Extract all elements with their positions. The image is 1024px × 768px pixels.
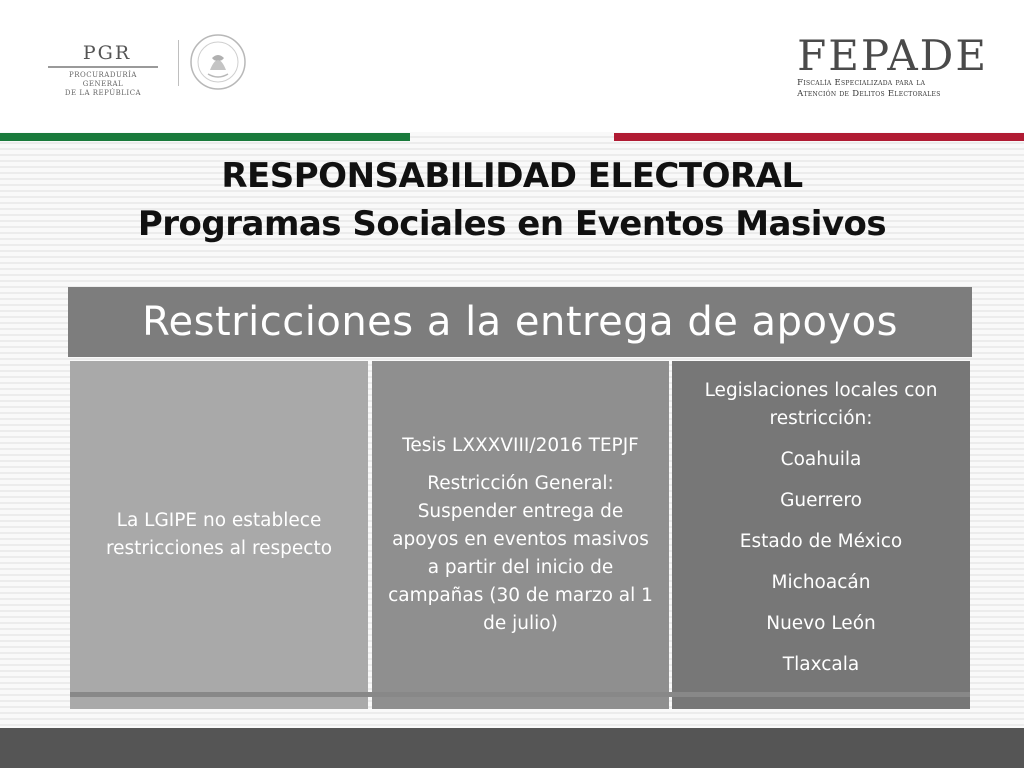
fepade-subtitle-line2: Atención de Delitos Electorales bbox=[797, 89, 941, 99]
state-item: Michoacán bbox=[771, 572, 871, 593]
national-seal-icon bbox=[188, 32, 248, 92]
state-item: Nuevo León bbox=[766, 613, 876, 634]
header bbox=[0, 0, 1024, 132]
green-accent-bar bbox=[0, 133, 410, 141]
pgr-acronym: PGR bbox=[82, 42, 132, 64]
tesis-body: Restricción General: Suspender entrega de apoyos en eventos masivos a partir del inicio de campañas (30 de marzo al 1 de julio) bbox=[388, 473, 653, 634]
lgipe-text: La LGIPE no establece restricciones al respecto bbox=[105, 510, 333, 559]
red-accent-bar bbox=[614, 133, 1024, 141]
column-tesis bbox=[372, 361, 669, 709]
footer-bar bbox=[0, 728, 1024, 768]
local-laws-heading: Legislaciones locales con restricción: bbox=[704, 380, 938, 429]
fepade-subtitle-line1: Fiscalía Especializada para la bbox=[797, 78, 926, 88]
title-line1: RESPONSABILIDAD ELECTORAL bbox=[221, 156, 803, 196]
state-item: Tlaxcala bbox=[782, 654, 860, 675]
logo-divider bbox=[178, 40, 179, 86]
state-item: Coahuila bbox=[780, 449, 862, 470]
fepade-name: FEPADE bbox=[797, 31, 988, 80]
slide-title bbox=[0, 152, 1024, 248]
pgr-name-line2: DE LA REPÚBLICA bbox=[64, 89, 142, 97]
fepade-logo bbox=[797, 31, 988, 100]
state-item: Guerrero bbox=[780, 490, 862, 511]
column-lgipe bbox=[70, 361, 368, 709]
column-local-laws bbox=[672, 361, 970, 709]
title-line2: Programas Sociales en Eventos Masivos bbox=[137, 204, 887, 244]
tesis-heading: Tesis LXXXVIII/2016 TEPJF bbox=[402, 435, 639, 456]
pgr-rule bbox=[48, 66, 158, 68]
restrictions-band: Restricciones a la entrega de apoyos bbox=[68, 287, 972, 357]
state-item: Estado de México bbox=[739, 531, 903, 552]
table-bottom-rule bbox=[70, 692, 970, 697]
pgr-name-line1: PROCURADURÍA GENERAL bbox=[69, 71, 137, 88]
pgr-logo bbox=[48, 42, 158, 98]
